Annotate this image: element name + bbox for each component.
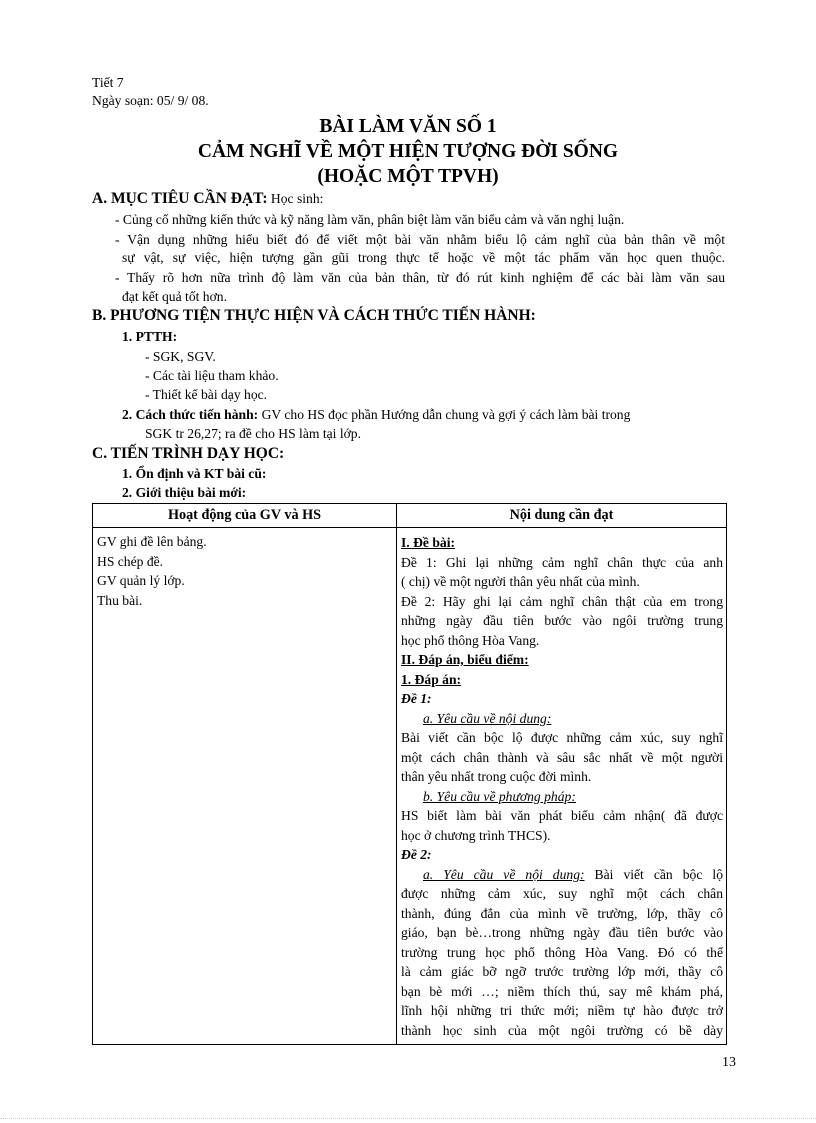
- activity-line: HS chép đề.: [97, 553, 164, 569]
- content-cell: [397, 528, 727, 1045]
- content-line: thân yêu nhất trong cuộc đời mình.: [401, 769, 592, 784]
- content-line: [401, 865, 723, 885]
- col-header-activities: Hoạt động của GV và HS: [93, 504, 397, 528]
- title-line-3: (HOẶC MỘT TPVH): [317, 166, 499, 187]
- content-line: học phổ thông Hòa Vang.: [401, 632, 540, 648]
- table-header-row: [93, 504, 727, 528]
- content-line: ( chị) về một người thân yêu nhất của mình.: [401, 574, 640, 589]
- section-b-sub1: 1. PTTH:: [122, 329, 178, 344]
- activity-table: [92, 503, 727, 1045]
- content-heading-dap-an: II. Đáp án, biểu điểm:: [401, 652, 529, 667]
- section-a-item: - Vận dụng những hiểu biết đó để viết một bài văn nhằm biểu lộ cảm nghĩ của bản thân về một: [115, 232, 725, 247]
- content-line: Bài viết cần bộc lộ được những cảm xúc, suy nghĩ: [401, 730, 723, 745]
- content-requirement: a. Yêu cầu về nội dung:: [423, 866, 585, 882]
- section-a-item: sự vật, sự việc, hiện tượng gần gũi trong thực tế hoặc về một tác phẩm văn học quen thuộc.: [122, 250, 725, 265]
- section-a-heading: [92, 190, 323, 208]
- content-line: một cách chân thành và sâu sắc nhất về một người: [401, 749, 723, 765]
- page-number: 13: [722, 1055, 736, 1070]
- content-line: là cảm giác bỡ ngỡ trước trường lớp mới, thầy cô: [401, 964, 723, 979]
- content-line: trường trung học phổ thông Hòa Vang. Đó có thể: [401, 944, 723, 960]
- activity-line: Thu bài.: [97, 592, 143, 608]
- title-line-2: CẢM NGHĨ VỀ MỘT HIỆN TƯỢNG ĐỜI SỐNG: [197, 141, 619, 162]
- table-row: [93, 528, 727, 1045]
- content-line: những ngày đầu tiên bước vào ngôi trường trung: [401, 613, 723, 628]
- content-line: được những cảm xúc, suy nghĩ một cách chân: [401, 886, 723, 901]
- section-a-item: - Củng cố những kiến thức và kỹ năng làm văn, phân biệt làm văn biểu cảm và văn nghị luận.: [115, 212, 625, 227]
- lesson-number: Tiết 7: [92, 75, 124, 90]
- preparation-date: Ngày soạn: 05/ 9/ 08.: [92, 93, 209, 108]
- section-b-sub2-cont: SGK tr 26,27; ra đề cho HS làm tại lớp.: [145, 426, 361, 441]
- section-b-sub2-text: GV cho HS đọc phần Hướng dẫn chung và gợi ý cách làm bài trong: [258, 407, 631, 422]
- content-line: học ở chương trình THCS).: [401, 827, 551, 843]
- content-requirement: a. Yêu cầu về nội dung:: [423, 710, 552, 726]
- section-b-sub2: [122, 406, 630, 424]
- content-line: bạn bè mới …; niềm thích thú, say mê khám phá,: [401, 983, 723, 999]
- content-line: thành học sinh của một ngôi trường có bề dày: [401, 1022, 723, 1038]
- section-a-title: A. MỤC TIÊU CẦN ĐẠT:: [92, 190, 268, 207]
- content-line: Đề 1: Ghi lại những cảm nghĩ chân thực của anh: [401, 554, 723, 570]
- content-heading-de-bai: I. Đề bài:: [401, 535, 455, 550]
- content-requirement: b. Yêu cầu về phương pháp:: [423, 788, 576, 804]
- title-line-1: BÀI LÀM VĂN SỐ 1: [319, 116, 497, 137]
- content-line: giáo, bạn bè…trong những ngày đầu tiên bước vào: [401, 925, 723, 940]
- content-line: thành, đúng đắn của mình về trường, lớp, thầy cô: [401, 905, 723, 921]
- section-b-item: - Các tài liệu tham khảo.: [145, 368, 279, 383]
- content-line: lĩnh hội những tri thức mới; niềm tự hào được trở: [401, 1003, 723, 1018]
- content-subheading: 1. Đáp án:: [401, 671, 462, 687]
- section-b-sub2-label: 2. Cách thức tiến hành:: [122, 407, 259, 422]
- content-line: Đề 2: Hãy ghi lại cảm nghĩ chân thật của em trong: [401, 593, 723, 609]
- section-b-item: - Thiết kế bài dạy học.: [145, 387, 268, 402]
- section-c-heading: C. TIẾN TRÌNH DẠY HỌC:: [92, 445, 285, 462]
- col-header-content: Nội dung cần đạt: [397, 504, 727, 528]
- section-b-item: - SGK, SGV.: [145, 349, 216, 364]
- content-subheading-de1: Đề 1:: [401, 691, 432, 706]
- section-a-item: đạt kết quả tốt hơn.: [122, 289, 227, 304]
- activity-line: GV quản lý lớp.: [97, 573, 185, 588]
- content-text: Bài viết cần bộc lộ: [584, 866, 723, 882]
- content-subheading-de2: Đề 2:: [401, 847, 432, 862]
- section-c-sub1: 1. Ổn định và KT bài cũ:: [122, 466, 267, 481]
- section-b-heading: B. PHƯƠNG TIỆN THỰC HIỆN VÀ CÁCH THỨC TIẾN HÀNH:: [92, 307, 536, 324]
- section-a-item: - Thấy rõ hơn nữa trình độ làm văn của bản thân, từ đó rút kinh nghiệm để các bài làm văn sau: [115, 270, 725, 285]
- section-c-sub2: 2. Giới thiệu bài mới:: [122, 485, 247, 500]
- content-line: HS biết làm bài văn phát biểu cảm nhận( đã được: [401, 808, 723, 823]
- section-a-suffix: Học sinh:: [267, 191, 324, 206]
- activities-cell: [93, 528, 397, 1045]
- page-bottom-divider: [0, 1118, 816, 1119]
- activity-line: GV ghi đề lên bảng.: [97, 534, 207, 549]
